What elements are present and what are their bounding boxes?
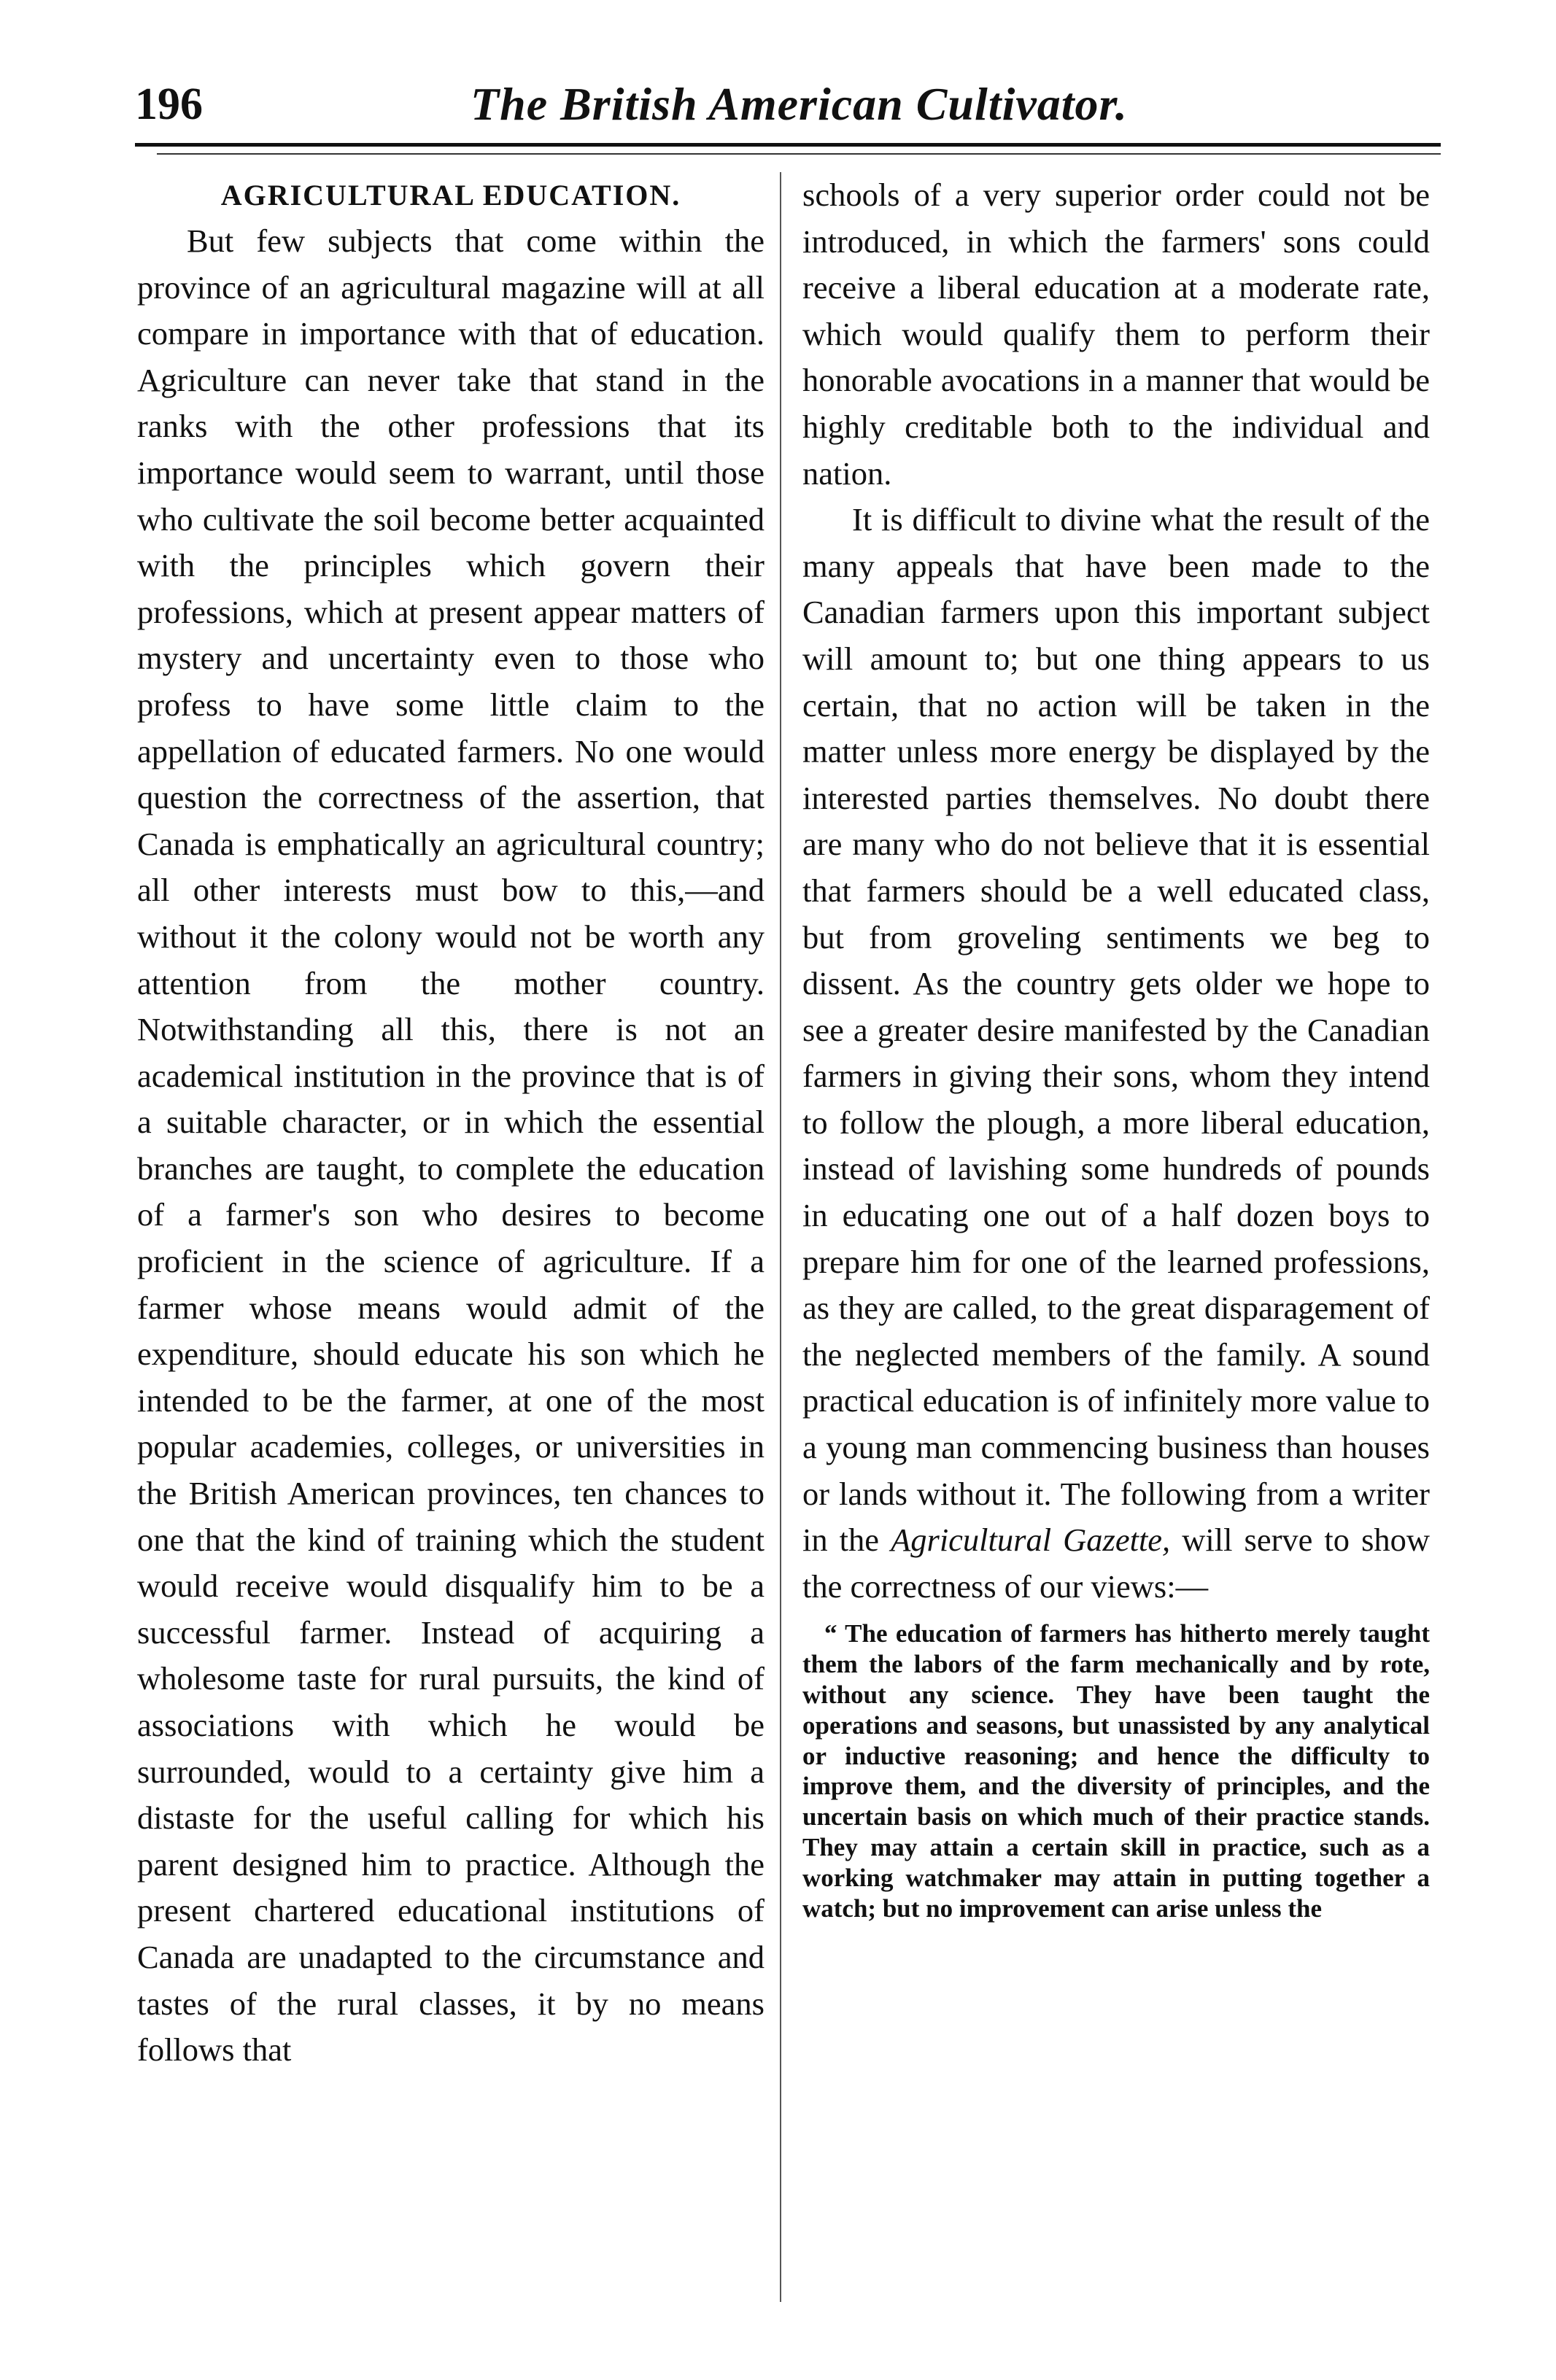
article-heading: AGRICULTURAL EDUCATION. (220, 179, 681, 212)
right-paragraph (802, 497, 1430, 1610)
quoted-passage: “ The education of farmers has hitherto merely taught them the labors of the farm mechanically and by rote, without any science. They have been taught the operations and seasons, but unassisted by any analytical or inductive reasoning; and hence the difficulty to improve them, and the diversity of principles, and the uncertain basis on which much of their practice stands. They may attain a certain skill in practice, such as a working watchmaker may attain in putting together a watch; but no improvement can arise unless the (802, 1619, 1430, 1923)
right-column (802, 172, 1430, 1923)
left-column (137, 172, 765, 2074)
running-head (135, 79, 1433, 130)
journal-title: The British American Cultivator. (471, 78, 1128, 130)
header-rule-thin (157, 153, 1441, 155)
right-paragraph-end: will serve to show the correctness of our views:— (802, 1522, 1431, 1605)
column-divider (780, 172, 781, 2302)
page-number: 196 (135, 80, 203, 129)
left-paragraph: But few subjects that come within the province of an agricultural magazine will at all compare in importance with that of education. Agriculture can never take that stand in the ranks with the other professions that its importance would seem to warrant, until those who cultivate the soil become better acquainted with the principles which govern their professions, which at present appear matters of mystery and uncertainty even to those who profess to have some little claim to the appellation of educated farmers. No one would question the correctness of the assertion, that Canada is emphatically an agricultural country; all other interests must bow to this,—and without it the colony would not be worth any attention from the mother country. Notwithstanding all this, there is not an academical institution in the province that is of a suitable character, or in which the essential branches are taught, to complete the education of a farmer's son who desires to become proficient in the science of agriculture. If a farmer whose means would admit of the expenditure, should educate his son which he intended to be the farmer, at one of the most popular academies, colleges, or universities in the British American provinces, ten chances to one that the kind of training which the student would receive would disqualify him to be a successful farmer. Instead of acquiring a wholesome taste for rural pursuits, the kind of associations with which he would be surrounded, would to a certainty give him a distaste for the useful calling for which his parent designed him to practice. Although the present chartered educational institutions of Canada are unadapted to the circumstance and tastes of the rural classes, it by no means follows that (137, 222, 765, 2069)
right-paragraph-text: It is difficult to divine what the result of the many appeals that have been made to the Canadian farmers upon this important subject will amount to; but one thing appears to us certain, that no action will be taken in the matter unless more energy be displayed by the interested parties themselves. No doubt there are many who do not believe that it is essential that farmers should be a well educated class, but from groveling sentiments we beg to dissent. As the country gets older we hope to see a greater desire manifested by the Canadian farmers in giving their sons, whom they intend to follow the plough, a more liberal education, instead of lavishing some hundreds of pounds in educating one out of a half dozen boys to prepare him for one of the learned professions, as they are called, to the great disparagement of the neglected members of the family. A sound practical education is of infinitely more value to a young man commencing business than houses or lands without it. The following from a writer in the (802, 501, 1430, 1559)
right-continuation-paragraph: schools of a very superior order could not be introduced, in which the farmers' sons could receive a liberal education at a moderate rate, which would qualify them to perform their honorable avocations in a manner that would be highly creditable both to the individual and nation. (802, 177, 1430, 492)
header-rule-thick (135, 143, 1441, 147)
source-title: Agricultural Gazette, (891, 1522, 1171, 1559)
